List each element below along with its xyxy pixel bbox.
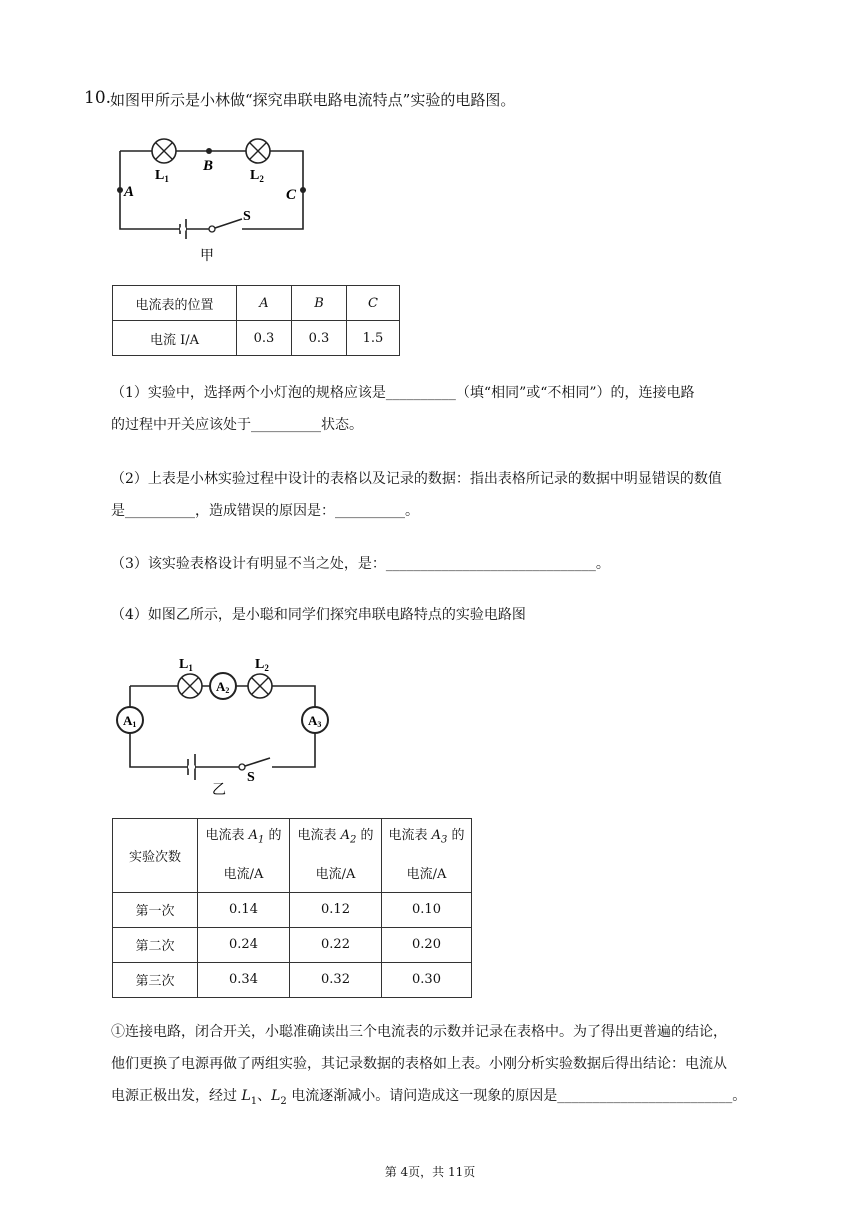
table1-header-b: B xyxy=(292,286,347,321)
cell-a3: 0.30 xyxy=(382,962,472,997)
row-label: 第三次 xyxy=(113,962,198,997)
question-text: 如图甲所示是小林做“探究串联电路电流特点”实验的电路图。 xyxy=(110,91,516,109)
cell-a1: 0.34 xyxy=(198,962,290,997)
table2-header-a3: 电流表 $A_3$ 的 电流/A xyxy=(382,819,472,893)
label-l2: $L_2$ xyxy=(250,168,264,184)
table1-row-label: 电流 I/A xyxy=(113,321,237,356)
table-ammeter-readings xyxy=(112,818,472,998)
part2-line2: 是__________，造成错误的原因是：__________。 xyxy=(111,503,419,519)
label-switch: S xyxy=(247,770,255,785)
part1-line1: （1）实验中，选择两个小灯泡的规格应该是__________（填“相同”或“不相同”）的，连接电路 xyxy=(111,385,695,401)
node-a xyxy=(117,187,123,193)
caption-b: 乙 xyxy=(212,783,226,798)
lamp-l1-icon xyxy=(178,674,202,698)
table2-header-trial: 实验次数 xyxy=(113,819,198,893)
svg-text:A1: A1 xyxy=(123,713,137,729)
page-footer: 第 4页，共 11页 xyxy=(384,1165,476,1179)
part3: （3）该实验表格设计有明显不当之处，是：______________________________。 xyxy=(111,556,610,572)
table-current-positions xyxy=(112,285,400,356)
svg-text:A2: A2 xyxy=(216,679,230,695)
svg-text:A3: A3 xyxy=(308,713,322,729)
table1-value-c: 1.5 xyxy=(347,321,400,356)
cell-a1: 0.24 xyxy=(198,927,290,962)
table-row xyxy=(113,892,472,927)
cell-a3: 0.20 xyxy=(382,927,472,962)
label-switch: S xyxy=(243,209,251,224)
conclusion-line1: ①连接电路，闭合开关，小聪准确读出三个电流表的示数并记录在表格中。为了得出更普遍的结论， xyxy=(111,1024,727,1040)
conclusion-line2: 他们更换了电源再做了两组实验，其记录数据的表格如上表。小刚分析实验数据后得出结论：电流从 xyxy=(111,1056,727,1072)
node-c xyxy=(300,187,306,193)
table1-header-c: C xyxy=(347,286,400,321)
lamp-l2-icon xyxy=(246,139,270,163)
ammeter-a3-icon xyxy=(302,707,328,733)
table1-value-a: 0.3 xyxy=(237,321,292,356)
cell-a2: 0.22 xyxy=(290,927,382,962)
label-b: B xyxy=(203,158,214,174)
label-l1: $L_1$ xyxy=(179,657,193,673)
switch-contact xyxy=(209,226,215,232)
table2-header-a1: 电流表 $A_1$ 的 电流/A xyxy=(198,819,290,893)
lamp-l2-icon xyxy=(248,674,272,698)
label-l2: $L_2$ xyxy=(255,657,269,673)
label-a: A xyxy=(124,184,135,200)
table1-value-b: 0.3 xyxy=(292,321,347,356)
label-c: C xyxy=(286,187,297,203)
cell-a2: 0.12 xyxy=(290,892,382,927)
table-row xyxy=(113,962,472,997)
switch-contact xyxy=(239,764,245,770)
row-label: 第二次 xyxy=(113,927,198,962)
question-number: 10. xyxy=(84,88,112,108)
circuit-diagram-b xyxy=(112,650,332,798)
table-row xyxy=(113,927,472,962)
lamp-l1-icon xyxy=(152,139,176,163)
part2-line1: （2）上表是小林实验过程中设计的表格以及记录的数据：指出表格所记录的数据中明显错误的数值 xyxy=(111,471,722,487)
table2-header-a2: 电流表 $A_2$ 的 电流/A xyxy=(290,819,382,893)
table1-header-a: A xyxy=(237,286,292,321)
cell-a1: 0.14 xyxy=(198,892,290,927)
node-b xyxy=(206,148,212,154)
table1-header-position: 电流表的位置 xyxy=(113,286,237,321)
ammeter-a2-icon xyxy=(210,673,236,699)
label-l1: $L_1$ xyxy=(155,168,169,184)
part1-line2: 的过程中开关应该处于__________状态。 xyxy=(111,417,363,433)
part4: （4）如图乙所示，是小聪和同学们探究串联电路特点的实验电路图 xyxy=(111,607,526,623)
cell-a3: 0.10 xyxy=(382,892,472,927)
ammeter-a1-icon xyxy=(117,707,143,733)
conclusion-line3: 电源正极出发，经过 $L_1$、$L_2$ 电流逐渐减小。请问造成这一现象的原因是_________________________。 xyxy=(111,1088,747,1107)
row-label: 第一次 xyxy=(113,892,198,927)
circuit-diagram-a xyxy=(110,133,310,265)
caption-a: 甲 xyxy=(200,249,214,264)
cell-a2: 0.32 xyxy=(290,962,382,997)
